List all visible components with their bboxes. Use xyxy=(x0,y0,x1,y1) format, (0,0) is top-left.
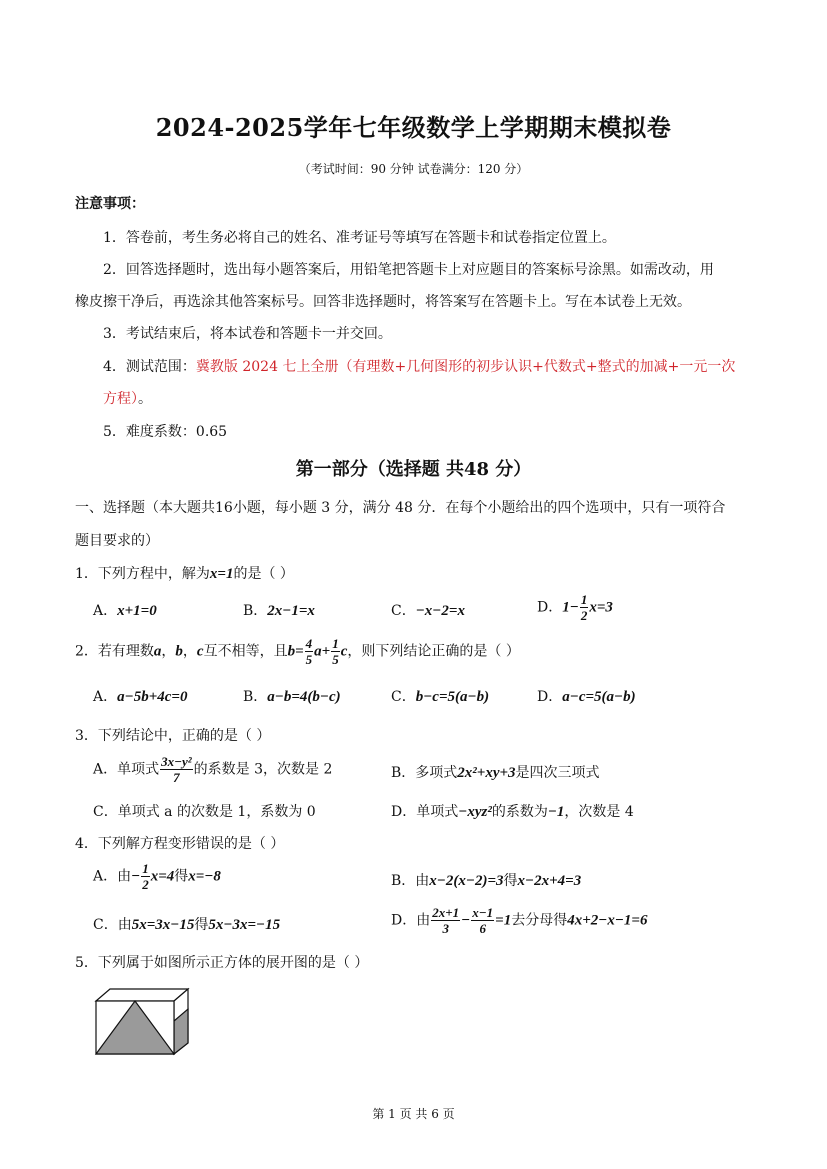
note-4-scope: 冀教版 2024 七上全册（有理数+几何图形的初步认识+代数式+整式的加减+一元一次 xyxy=(195,359,736,375)
option-label: A．单项式 xyxy=(93,761,160,778)
option-math: 5x=3x−15 xyxy=(131,917,195,933)
q1-stem-math: x=1 xyxy=(209,566,234,582)
comma: ， xyxy=(161,643,176,660)
option-math: −xyz² xyxy=(458,804,492,820)
numerator: 1 xyxy=(332,636,339,651)
option-text: 得 xyxy=(503,873,518,889)
q2-option-a[interactable] xyxy=(93,686,187,706)
note-1: 1．答卷前，考生务必将自己的姓名、准考证号等填写在答题卡和试卷指定位置上。 xyxy=(103,230,616,246)
option-text: 的系数是 3，次数是 2 xyxy=(193,761,333,778)
note-5: 5．难度系数：0.65 xyxy=(103,424,228,440)
q1-stem-end: 的是（ ） xyxy=(233,566,294,582)
denominator: 5 xyxy=(332,652,339,667)
option-label: C．由 xyxy=(93,917,132,933)
question-1-stem xyxy=(75,563,294,583)
option-math: − xyxy=(461,912,471,929)
option-math: 4x+2−x−1=6 xyxy=(567,912,648,929)
q1-option-a[interactable] xyxy=(93,600,157,620)
note-2-line-1: 2．回答选择题时，选出每小题答案后，用铅笔把答题卡上对应题目的答案标号涂黑。如需改动，用 xyxy=(103,262,714,278)
note-4-line-1 xyxy=(103,356,735,376)
option-math: b−c=5(a−b) xyxy=(415,689,490,705)
q2-stem-text: 互不相等，且 xyxy=(203,643,288,660)
option-math: a−5b+4c=0 xyxy=(117,689,188,705)
option-label: B．多项式 xyxy=(391,765,458,781)
notes-heading: 注意事项： xyxy=(75,196,145,212)
option-label: C． xyxy=(391,603,416,619)
option-math: x+1=0 xyxy=(117,603,157,619)
q3-option-c[interactable]: C．单项式 a 的次数是 1，系数为 0 xyxy=(93,804,316,820)
q2-option-b[interactable] xyxy=(243,686,341,706)
option-text: 是四次三项式 xyxy=(515,765,600,781)
question-3-stem: 3．下列结论中，正确的是（ ） xyxy=(75,728,271,744)
note-4-suffix: 。 xyxy=(138,391,152,407)
option-text: 去分母得 xyxy=(511,912,568,929)
var-b: b xyxy=(175,643,183,660)
option-label: D．单项式 xyxy=(391,804,459,820)
section-intro-line-1: 一、选择题（本大题共16小题，每小题 3 分，满分 48 分．在每个小题给出的四个选项中，只有一项符合 xyxy=(75,500,726,516)
note-4-scope-end: 方程） xyxy=(103,391,138,407)
numerator: 2x+1 xyxy=(432,905,460,920)
cube-top-face xyxy=(96,989,188,1001)
q4-option-c[interactable] xyxy=(93,914,280,934)
option-math: 2x−1=x xyxy=(267,603,315,619)
page-title: 2024-2025学年七年级数学上学期期末模拟卷 xyxy=(155,113,672,142)
option-label: B． xyxy=(243,603,268,619)
option-math: − xyxy=(131,868,141,885)
option-math: a−c=5(a−b) xyxy=(562,689,636,705)
note-4-line-2 xyxy=(103,388,152,408)
q2-eq: b= xyxy=(287,643,304,660)
q3-option-a[interactable] xyxy=(93,755,332,784)
option-math: x−2(x−2)=3 xyxy=(429,873,504,889)
var-c: c xyxy=(196,643,204,660)
denominator: 6 xyxy=(479,921,486,936)
numerator: 3x−y² xyxy=(161,754,192,769)
q2-option-c[interactable] xyxy=(391,686,489,706)
option-math: x−2x+4=3 xyxy=(517,873,582,889)
fraction xyxy=(305,637,314,666)
section-title: 第一部分（选择题 共48 分） xyxy=(295,459,532,480)
q1-option-b[interactable] xyxy=(243,600,315,620)
q4-option-a[interactable] xyxy=(93,862,221,891)
q2-eq: c xyxy=(340,643,348,660)
option-label: D． xyxy=(537,689,563,705)
numerator: x−1 xyxy=(472,905,494,920)
fraction xyxy=(141,862,150,891)
var-a: a xyxy=(153,643,162,660)
comma: ， xyxy=(182,643,197,660)
option-label: B．由 xyxy=(391,873,430,889)
option-label: A． xyxy=(93,689,118,705)
numerator: 4 xyxy=(305,636,313,651)
q1-option-d[interactable] xyxy=(537,593,613,622)
option-math: x=3 xyxy=(589,599,613,616)
note-4-prefix: 4．测试范围： xyxy=(103,359,196,375)
q2-stem-end: ，则下列结论正确的是（ ） xyxy=(347,643,520,660)
option-text: 得 xyxy=(174,868,189,885)
question-4-stem: 4．下列解方程变形错误的是（ ） xyxy=(75,836,285,852)
option-math: x=−8 xyxy=(188,868,221,885)
cube-figure xyxy=(90,985,190,1057)
fraction xyxy=(431,906,460,935)
q4-option-d[interactable] xyxy=(391,906,647,935)
option-label: A． xyxy=(93,603,118,619)
denominator: 3 xyxy=(442,921,449,936)
denominator: 2 xyxy=(142,877,149,892)
question-2-stem xyxy=(75,637,520,666)
exam-info: （考试时间：90 分钟 试卷满分：120 分） xyxy=(298,162,529,176)
option-label: A．由 xyxy=(93,868,132,885)
denominator: 7 xyxy=(173,770,180,785)
q2-option-d[interactable] xyxy=(537,686,636,706)
denominator: 2 xyxy=(580,608,588,623)
q1-option-c[interactable] xyxy=(391,600,465,620)
option-label: B． xyxy=(243,689,268,705)
section-intro-line-2: 题目要求的） xyxy=(75,533,159,549)
option-math: 1− xyxy=(562,599,579,616)
option-label: C． xyxy=(391,689,416,705)
note-3: 3．考试结束后，将本试卷和答题卡一并交回。 xyxy=(103,326,392,342)
option-math: 2x²+xy+3 xyxy=(457,765,516,781)
option-text: 得 xyxy=(194,917,209,933)
option-label: D．由 xyxy=(391,912,431,929)
fraction xyxy=(160,755,193,784)
option-text: ，次数是 4 xyxy=(564,804,634,820)
q2-eq: a+ xyxy=(314,643,331,660)
fraction xyxy=(331,637,340,666)
fraction xyxy=(471,906,494,935)
page-footer: 第 1 页 共 6 页 xyxy=(372,1107,455,1121)
option-math: −1 xyxy=(547,804,565,820)
q3-option-b[interactable] xyxy=(391,762,600,782)
numerator: 1 xyxy=(142,861,149,876)
q1-stem-text: 1．下列方程中，解为 xyxy=(75,566,210,582)
q3-option-d[interactable] xyxy=(391,801,634,821)
question-5-stem: 5．下列属于如图所示正方体的展开图的是（ ） xyxy=(75,955,369,971)
note-2-line-2: 橡皮擦干净后，再选涂其他答案标号。回答非选择题时，将答案写在答题卡上。写在本试卷上无效。 xyxy=(75,294,691,310)
option-math: =1 xyxy=(495,912,512,929)
fraction xyxy=(580,593,589,622)
q4-option-b[interactable] xyxy=(391,870,581,890)
option-math: a−b=4(b−c) xyxy=(267,689,341,705)
numerator: 1 xyxy=(580,592,588,607)
denominator: 5 xyxy=(305,652,313,667)
option-label: D． xyxy=(537,599,563,616)
option-text: 的系数为 xyxy=(491,804,548,820)
option-math: x=4 xyxy=(150,868,175,885)
option-math: 5x−3x=−15 xyxy=(208,917,281,933)
option-math: −x−2=x xyxy=(415,603,465,619)
q2-stem-text: 2．若有理数 xyxy=(75,643,154,660)
